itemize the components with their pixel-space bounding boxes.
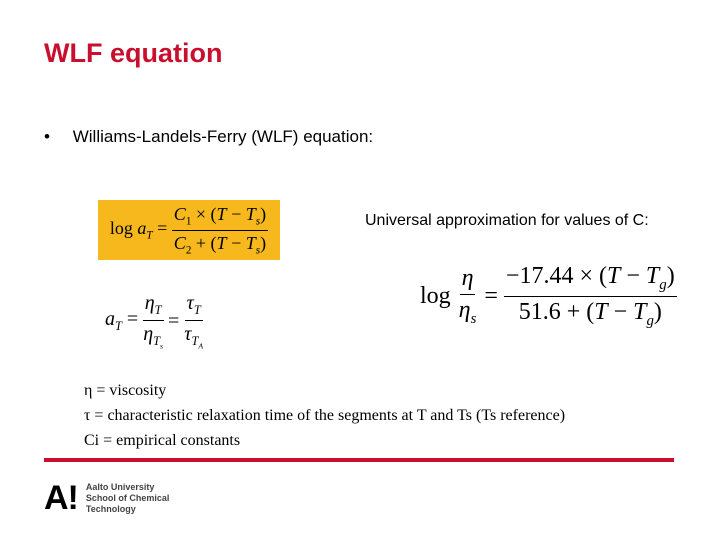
logo-line-technology: Technology (85, 503, 136, 514)
universal-wlf-equation: log $\frac{\eta}{\eta_s}$ = $\frac{-17.44 \times (T - T_g)}{51.6 + (T - T_g)}$ (420, 262, 675, 329)
universal-approximation-text: Universal approximation for values of C: (365, 212, 649, 229)
slide-title: WLF equation (44, 38, 223, 68)
aalto-logo (44, 481, 169, 515)
shift-factor-equation: $a_T$ = $\frac{\eta_T}{\eta_{T_s}}$ = $\frac{\tau_T}{\tau_{T_A}}$ (105, 291, 204, 351)
bullet-marker: • (44, 127, 50, 146)
wlf-equation: $\log a_T$ = $\frac{C_1 \times (T - T_s)}{C_2 + (T - T_s)}$ (98, 200, 280, 260)
definition-viscosity: η = viscosity (84, 382, 167, 399)
logo-line-school: School of Chemical (85, 492, 170, 503)
aalto-logo-mark: A! (44, 479, 78, 517)
aalto-logo-text (86, 482, 170, 515)
footer-divider (44, 458, 674, 462)
bullet-item (44, 127, 373, 147)
logo-line-university: Aalto University (85, 481, 155, 492)
definition-constants: Ci = empirical constants (84, 432, 241, 449)
bullet-text: Williams-Landels-Ferry (WLF) equation: (72, 127, 374, 146)
definitions-list (84, 378, 565, 453)
definition-relaxation-time: τ = characteristic relaxation time of the segments at T and Ts (Ts reference) (84, 407, 566, 424)
